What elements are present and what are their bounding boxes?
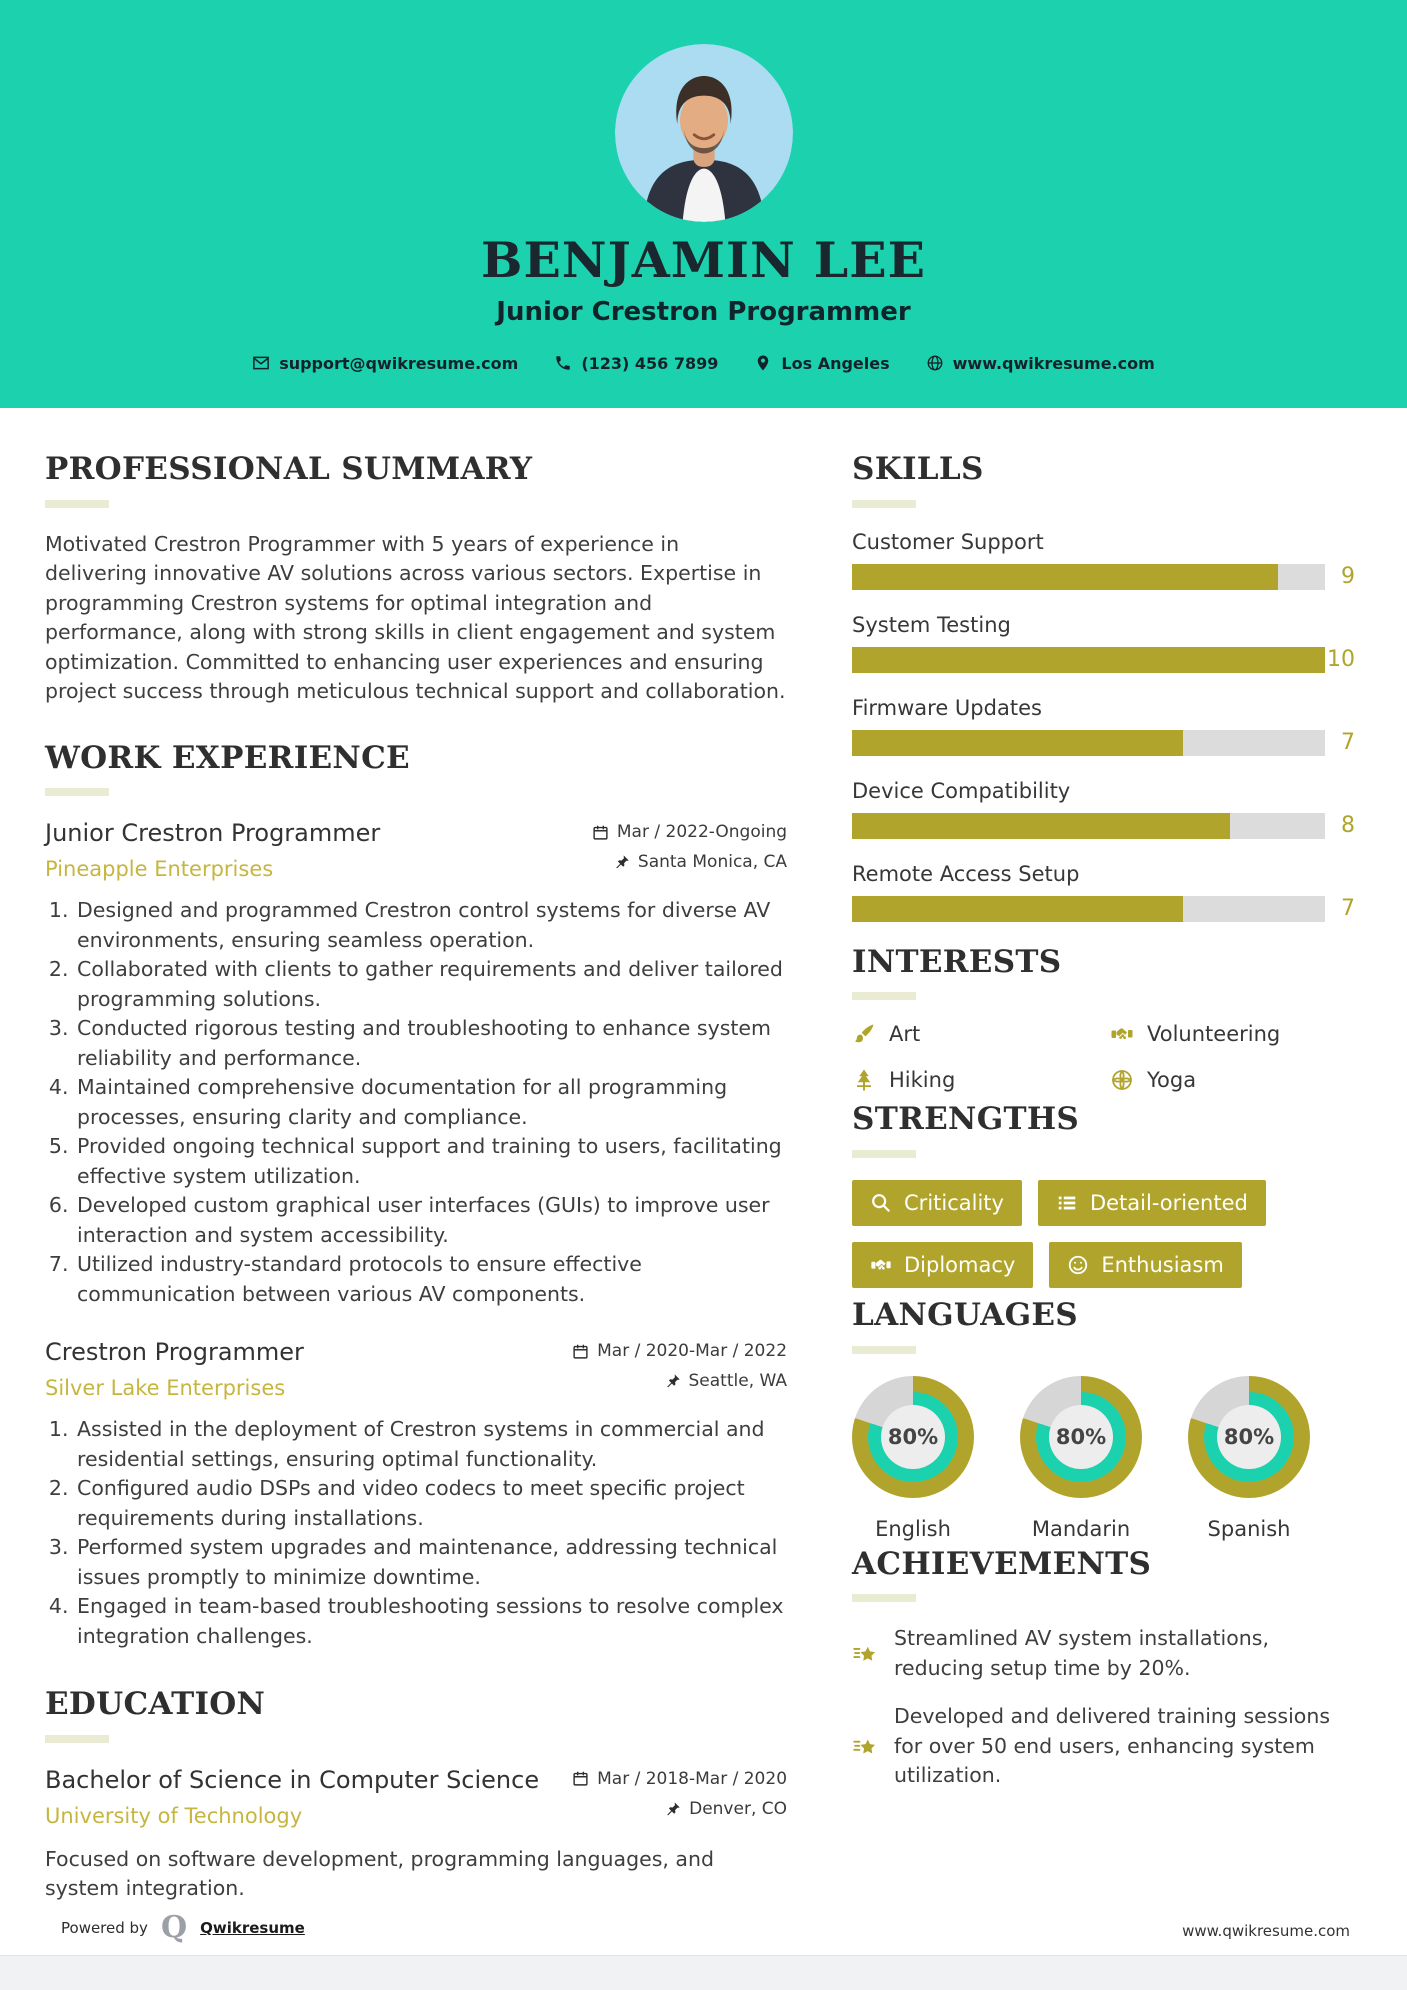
skill-bar-fill <box>852 813 1230 839</box>
skill-bar-fill <box>852 896 1183 922</box>
job-header <box>45 1337 787 1401</box>
job-titles <box>45 818 380 881</box>
strength-badge <box>852 1180 1022 1226</box>
job-meta <box>572 1337 787 1401</box>
section-heading-achievements: ACHIEVEMENTS <box>852 1545 1152 1582</box>
job-dates: Mar / 2020-Mar / 2022 <box>597 1341 788 1362</box>
section-heading-strengths: STRENGTHS <box>852 1101 1080 1138</box>
handshake-icon <box>1110 1022 1134 1046</box>
job-location: Seattle, WA <box>688 1371 788 1392</box>
strength-label: Enthusiasm <box>1101 1252 1224 1277</box>
star-icon <box>852 1702 879 1791</box>
skill-score: 8 <box>1341 813 1355 839</box>
strength-badge <box>1049 1242 1241 1288</box>
skill-score: 7 <box>1341 896 1355 922</box>
skills-list <box>852 530 1355 922</box>
achievements-list <box>852 1624 1355 1791</box>
language-item <box>852 1376 974 1541</box>
job-duty-item: 4. Maintained comprehensive documentation for all programming processes, ensuring clarity and compliance. <box>75 1073 787 1132</box>
job-company: Pineapple Enterprises <box>45 857 274 882</box>
interest-item <box>852 1022 1110 1046</box>
strengths-list <box>852 1180 1355 1288</box>
pin-icon <box>754 354 772 372</box>
skill-bar-track <box>852 896 1325 922</box>
language-donut-inner <box>1036 1392 1126 1482</box>
footer-branding <box>61 1910 305 1945</box>
skill-bar-fill <box>852 647 1325 673</box>
heading-underline <box>852 1594 916 1602</box>
education-entry <box>45 1765 787 1904</box>
interest-item <box>1110 1022 1355 1046</box>
interest-label: Hiking <box>889 1068 956 1093</box>
skill-label: Remote Access Setup <box>852 861 1080 886</box>
bottom-strip <box>0 1955 1407 1990</box>
job-duty-item: 5. Provided ongoing technical support and training to users, facilitating effective system utilization. <box>75 1132 787 1191</box>
language-label: Mandarin <box>1031 1516 1131 1541</box>
qwikresume-logo-icon: Q <box>160 1910 188 1945</box>
content <box>0 408 1407 1932</box>
section-heading-interests: INTERESTS <box>852 943 1062 980</box>
job-location-row <box>572 1371 787 1391</box>
skill-score: 9 <box>1341 564 1355 590</box>
skill-bar <box>852 813 1355 839</box>
job-entry <box>45 818 787 1309</box>
school-name: University of Technology <box>45 1803 303 1828</box>
heading-underline <box>45 500 109 508</box>
interest-item <box>1110 1068 1355 1092</box>
job-duty-item: 1. Designed and programmed Crestron control systems for diverse AV environments, ensuring seamless operation. <box>75 896 787 955</box>
skill-row <box>852 696 1355 756</box>
contact-text: www.qwikresume.com <box>952 353 1155 373</box>
language-item <box>1020 1376 1142 1541</box>
summary-text: Motivated Crestron Programmer with 5 years of experience in delivering innovative AV solutions across various sectors. Expertise in programming Crestron systems for optimal integration and performance, along with strong skills in client engagement and system optimization. Committed to enhancing user experiences and ensuring project success through meticulous technical support and collaboration. <box>45 531 786 704</box>
skill-bar <box>852 564 1355 590</box>
heading-underline <box>852 992 916 1000</box>
footer-site-link[interactable]: www.qwikresume.com <box>1182 1922 1350 1940</box>
qwikresume-link[interactable]: Qwikresume <box>200 1919 305 1937</box>
person-title: Junior Crestron Programmer <box>496 296 911 327</box>
skill-label: System Testing <box>852 612 1011 637</box>
contact-text: (123) 456 7899 <box>581 353 719 373</box>
skill-score: 10 <box>1327 647 1355 673</box>
skill-row <box>852 530 1355 590</box>
language-donut-inner <box>1204 1392 1294 1482</box>
education-location: Denver, CO <box>689 1798 788 1819</box>
job-header <box>45 818 787 882</box>
job-duty-item: 4. Engaged in team-based troubleshooting sessions to resolve complex integration challenges. <box>75 1592 787 1651</box>
job-duty-item: 2. Collaborated with clients to gather requirements and deliver tailored programming solutions. <box>75 955 787 1014</box>
skill-bar <box>852 647 1355 673</box>
heading-underline <box>45 1735 109 1743</box>
job-dates: Mar / 2022-Ongoing <box>616 822 788 843</box>
job-duty-item: 2. Configured audio DSPs and video codecs to meet specific project requirements during installations. <box>75 1474 787 1533</box>
skill-row <box>852 862 1355 922</box>
section-heading-skills: SKILLS <box>852 451 984 487</box>
section-heading-education: EDUCATION <box>45 1686 266 1723</box>
job-entry <box>45 1337 787 1651</box>
language-donut <box>1188 1376 1310 1498</box>
list-icon <box>1056 1192 1078 1214</box>
phone-icon <box>554 354 572 372</box>
calendar-icon <box>572 1770 589 1787</box>
job-duty-item: 1. Assisted in the deployment of Crestron systems in commercial and residential settings, ensuring optimal functionality. <box>75 1415 787 1474</box>
globe-icon <box>926 354 944 372</box>
job-location: Santa Monica, CA <box>637 852 788 873</box>
job-titles <box>45 1337 304 1400</box>
heading-underline <box>45 788 109 796</box>
skill-bar <box>852 730 1355 756</box>
skill-row <box>852 779 1355 839</box>
handshake-icon <box>870 1254 892 1276</box>
star-icon <box>852 1624 879 1683</box>
contact-item <box>926 354 1155 373</box>
calendar-icon <box>592 824 609 841</box>
strength-label: Diplomacy <box>904 1252 1016 1277</box>
skill-score: 7 <box>1341 730 1355 756</box>
interest-item <box>852 1068 1110 1092</box>
heading-underline <box>852 1346 916 1354</box>
yoga-icon <box>1110 1068 1134 1092</box>
avatar <box>615 0 793 222</box>
paintbrush-icon <box>852 1022 876 1046</box>
job-date-row <box>572 1341 787 1361</box>
jobs-list <box>45 818 787 1651</box>
education-dates: Mar / 2018-Mar / 2020 <box>597 1768 788 1789</box>
language-label: English <box>875 1516 951 1541</box>
language-label: Spanish <box>1207 1516 1291 1541</box>
strength-badge <box>1038 1180 1266 1226</box>
skill-bar <box>852 896 1355 922</box>
job-duty-item: 3. Conducted rigorous testing and troubleshooting to enhance system reliability and performance. <box>75 1014 787 1073</box>
job-location-row <box>592 852 787 872</box>
language-donut <box>1020 1376 1142 1498</box>
languages-list <box>852 1376 1355 1541</box>
header <box>0 0 1407 408</box>
contact-text: support@qwikresume.com <box>279 353 519 373</box>
education-description: Focused on software development, programming languages, and system integration. <box>45 1846 714 1901</box>
skill-bar-fill <box>852 564 1278 590</box>
skill-bar-track <box>852 564 1325 590</box>
calendar-icon <box>572 1343 589 1360</box>
degree-title: Bachelor of Science in Computer Science <box>45 1765 540 1794</box>
section-heading-work-experience: WORK EXPERIENCE <box>45 739 410 776</box>
heading-underline <box>852 1150 916 1158</box>
contact-item <box>754 354 889 373</box>
job-title: Crestron Programmer <box>45 1338 304 1367</box>
language-item <box>1188 1376 1310 1541</box>
job-duties <box>45 896 787 1309</box>
contact-text: Los Angeles <box>781 353 890 373</box>
language-donut-inner <box>868 1392 958 1482</box>
contact-item <box>252 354 518 373</box>
skill-bar-fill <box>852 730 1183 756</box>
section-heading-languages: LANGUAGES <box>852 1296 1078 1333</box>
contact-row <box>0 354 1407 373</box>
language-percent: 80% <box>881 1405 945 1469</box>
job-duty-item: 3. Performed system upgrades and maintenance, addressing technical issues promptly to minimize downtime. <box>75 1533 787 1592</box>
job-duty-item: 6. Developed custom graphical user interfaces (GUIs) to improve user interaction and system accessibility. <box>75 1191 787 1250</box>
achievement-item <box>852 1624 1355 1683</box>
interest-label: Yoga <box>1147 1068 1197 1093</box>
strength-badge <box>852 1242 1033 1288</box>
achievement-text: Streamlined AV system installations, reducing setup time by 20%. <box>894 1626 1269 1680</box>
language-donut <box>852 1376 974 1498</box>
achievement-item <box>852 1702 1355 1791</box>
calendar-icon <box>572 1770 589 1787</box>
job-company: Silver Lake Enterprises <box>45 1376 286 1401</box>
pushpin-icon <box>665 1801 681 1817</box>
skill-row <box>852 613 1355 673</box>
skill-bar-track <box>852 647 1325 673</box>
achievement-text: Developed and delivered training sessions for over 50 end users, enhancing system utilization. <box>894 1704 1331 1788</box>
language-percent: 80% <box>1049 1405 1113 1469</box>
contact-item <box>554 354 718 373</box>
job-duties <box>45 1415 787 1651</box>
interest-label: Art <box>889 1022 921 1047</box>
person-name: BENJAMIN LEE <box>481 231 926 289</box>
strength-label: Detail-oriented <box>1089 1190 1248 1215</box>
pushpin-icon <box>665 1373 681 1389</box>
job-title: Junior Crestron Programmer <box>45 819 381 848</box>
skill-label: Firmware Updates <box>852 695 1042 720</box>
skill-bar-track <box>852 730 1325 756</box>
strength-label: Criticality <box>904 1190 1004 1215</box>
search-icon <box>870 1192 892 1214</box>
main-column <box>45 452 787 1932</box>
tree-icon <box>852 1068 876 1092</box>
skill-label: Customer Support <box>852 529 1044 554</box>
job-duty-item: 7. Utilized industry-standard protocols to ensure effective communication between various AV components. <box>75 1250 787 1309</box>
heading-underline <box>852 500 916 508</box>
section-heading-professional-summary: PROFESSIONAL SUMMARY <box>45 451 533 487</box>
smiley-icon <box>1067 1254 1089 1276</box>
pushpin-icon <box>665 1801 681 1817</box>
powered-by-label: Powered by <box>61 1919 148 1937</box>
profile-photo <box>615 44 793 222</box>
email-icon <box>252 354 270 372</box>
interest-label: Volunteering <box>1147 1022 1281 1047</box>
sidebar <box>852 452 1355 1932</box>
interests-list <box>852 1022 1355 1092</box>
language-percent: 80% <box>1217 1405 1281 1469</box>
job-date-row <box>592 822 787 842</box>
pushpin-icon <box>614 854 630 870</box>
job-meta <box>592 818 787 882</box>
skill-label: Device Compatibility <box>852 778 1071 803</box>
skill-bar-track <box>852 813 1325 839</box>
